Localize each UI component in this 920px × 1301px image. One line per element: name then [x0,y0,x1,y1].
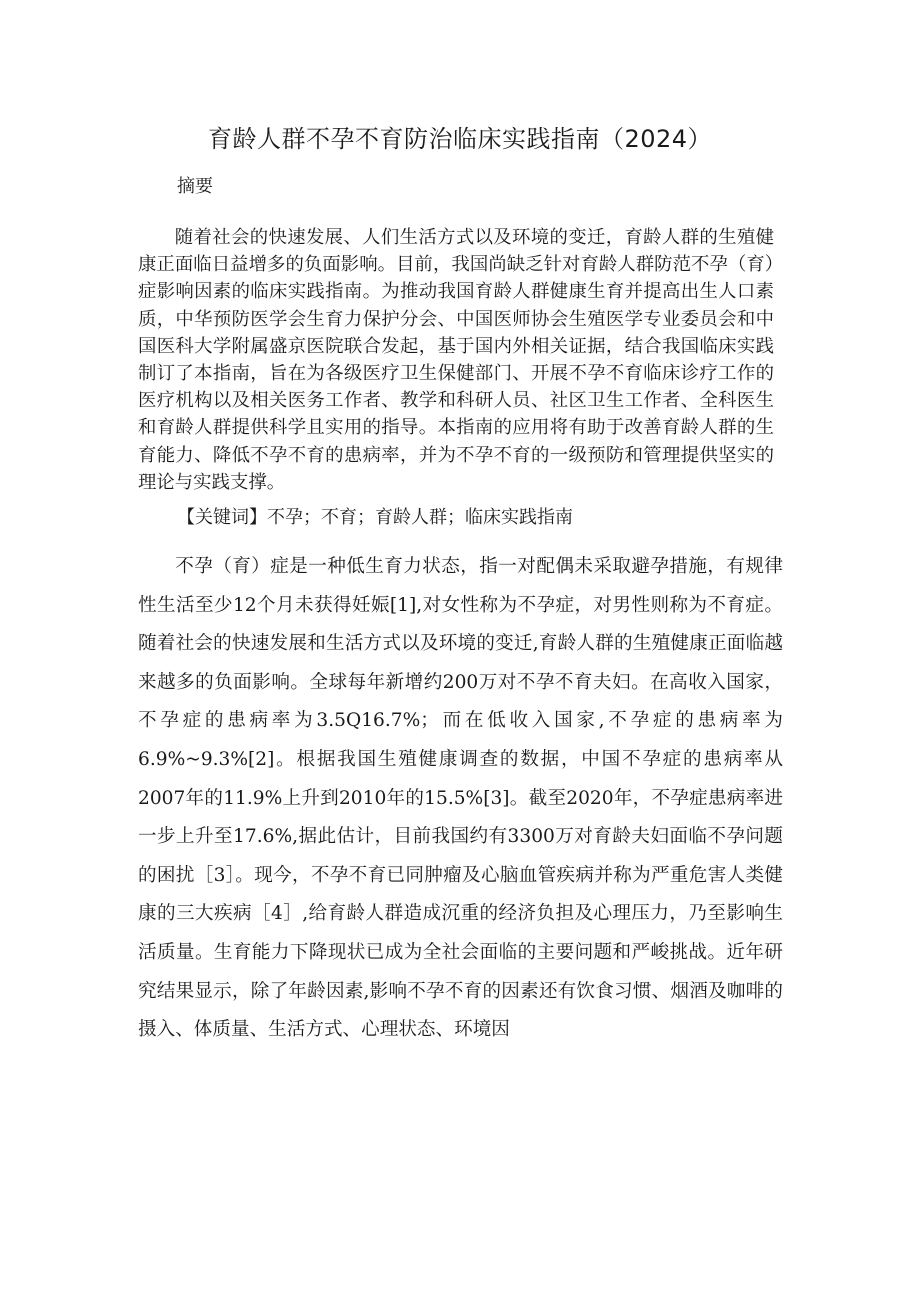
document-title: 育龄人群不孕不育防治临床实践指南（2024） [207,125,713,153]
keywords-line: 【关键词】不孕；不育；育龄人群；临床实践指南 [177,507,573,528]
body-paragraph: 不孕（育）症是一种低生育力状态，指一对配偶未采取避孕措施，有规律性生活至少12个月未获得妊娠[1],对女性称为不孕症，对男性则称为不育症。随着社会的快速发展和生活方式以及环境的变迁,育龄人群的生殖健康正面临越来越多的负面影响。全球每年新增约200万对不孕不育夫妇。在高收入国家，不孕症的患病率为3.5Q16.7%；而在低收入国家,不孕症的患病率为6.9%~9.3%[2]。根据我国生殖健康调查的数据，中国不孕症的患病率从2007年的11.9%上升到2010年的15.5%[3]。截至2020年，不孕症患病率进一步上升至17.6%,据此估计，目前我国约有3300万对育龄夫妇面临不孕问题的困扰［3］。现今，不孕不育已同肿瘤及心脑血管疾病并称为严重危害人类健康的三大疾病［4］,给育龄人群造成沉重的经济负担及心理压力，乃至影响生活质量。生育能力下降现状已成为全社会面临的主要问题和严峻挑战。近年研究结果显示，除了年龄因素,影响不孕不育的因素还有饮食习惯、烟酒及咖啡的摄入、体质量、生活方式、心理状态、环境因 [138,556,783,1041]
abstract-paragraph: 随着社会的快速发展、人们生活方式以及环境的变迁，育龄人群的生殖健康正面临日益增多的负面影响。目前，我国尚缺乏针对育龄人群防范不孕（育）症影响因素的临床实践指南。为推动我国育龄人群健康生育并提高出生人口素质，中华预防医学会生育力保护分会、中国医师协会生殖医学专业委员会和中国医科大学附属盛京医院联合发起，基于国内外相关证据，结合我国临床实践制订了本指南，旨在为各级医疗卫生保健部门、开展不孕不育临床诊疗工作的医疗机构以及相关医务工作者、教学和科研人员、社区卫生工作者、全科医生和育龄人群提供科学且实用的指导。本指南的应用将有助于改善育龄人群的生育能力、降低不孕不育的患病率，并为不孕不育的一级预防和管理提供坚实的理论与实践支撑。 [138,227,774,493]
abstract-heading: 摘要 [177,176,213,197]
